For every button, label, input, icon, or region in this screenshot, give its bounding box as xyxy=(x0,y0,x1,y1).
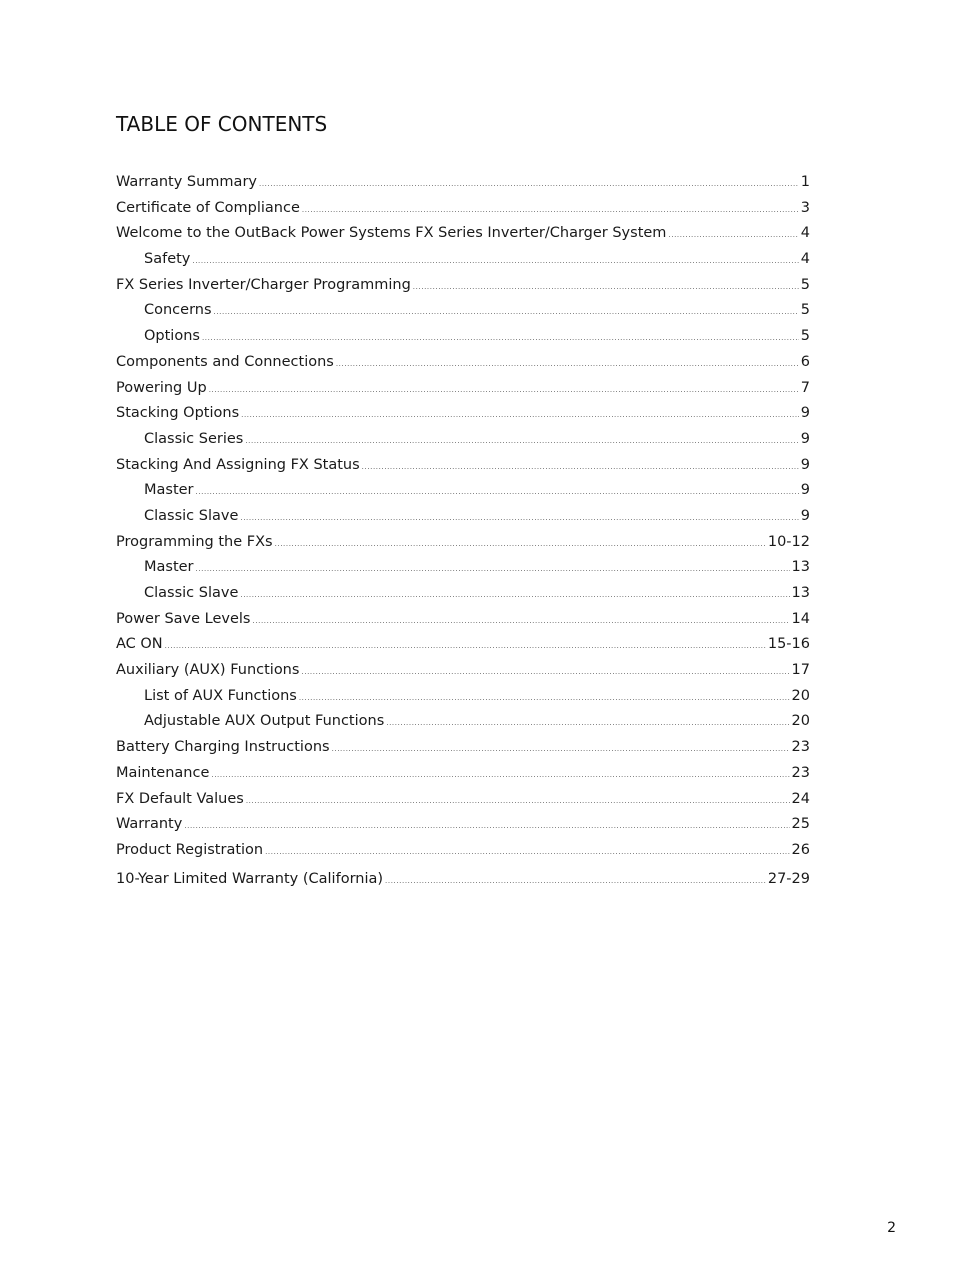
toc-entry-label: Concerns xyxy=(144,302,212,319)
toc-entry-page: 13 xyxy=(791,585,810,601)
toc-dot-leader xyxy=(252,609,789,635)
toc-entry[interactable] xyxy=(116,298,810,324)
toc-entry-label: List of AUX Functions xyxy=(144,687,297,704)
toc-entry-page: 23 xyxy=(791,764,810,781)
toc-dot-leader xyxy=(240,583,789,609)
toc-entry-label: Safety xyxy=(144,251,191,268)
toc-entry-label: Auxiliary (AUX) Functions xyxy=(116,662,300,679)
toc-dot-leader xyxy=(214,300,799,326)
toc-entry-page: 9 xyxy=(800,456,810,473)
toc-entry-page: 6 xyxy=(800,353,810,370)
toc-entry[interactable] xyxy=(116,401,810,427)
toc-dot-leader xyxy=(196,480,799,506)
toc-dot-leader xyxy=(275,532,766,558)
toc-entry-label: AC ON xyxy=(116,636,163,653)
toc-dot-leader xyxy=(241,403,799,429)
toc-dot-leader xyxy=(668,223,798,249)
toc-dot-leader xyxy=(259,172,799,198)
toc-entry[interactable] xyxy=(116,658,810,684)
toc-dot-leader xyxy=(165,634,766,660)
toc-entry-page: 17 xyxy=(791,662,810,679)
toc-entry-page: 23 xyxy=(791,739,810,756)
toc-dot-leader xyxy=(211,763,789,789)
toc-entry-label: Stacking Options xyxy=(116,405,240,422)
toc-entry-page: 9 xyxy=(800,430,810,447)
toc-entry-label: Certificate of Compliance xyxy=(116,199,300,216)
toc-dot-leader xyxy=(302,198,799,224)
toc-entry-page: 7 xyxy=(800,379,810,396)
toc-entry-label: Adjustable AUX Output Functions xyxy=(144,713,385,730)
toc-entry[interactable] xyxy=(116,581,810,607)
toc-entry-label: Warranty Summary xyxy=(116,174,257,190)
toc-entry-label: FX Series Inverter/Charger Programming xyxy=(116,276,411,293)
toc-dot-leader xyxy=(332,737,790,763)
toc-dot-leader xyxy=(240,506,798,532)
toc-entry-label: Classic Series xyxy=(144,430,244,447)
toc-entry-label: 10-Year Limited Warranty (California) xyxy=(116,870,384,887)
toc-entry[interactable] xyxy=(116,453,810,479)
toc-dot-leader xyxy=(385,869,766,895)
toc-entry-page: 1 xyxy=(800,174,810,190)
toc-entry[interactable] xyxy=(116,838,810,864)
toc-entry[interactable] xyxy=(116,247,810,273)
toc-entry-label: Stacking And Assigning FX Status xyxy=(116,456,360,473)
toc-entry[interactable] xyxy=(116,170,810,196)
toc-entry-label: Maintenance xyxy=(116,764,210,781)
toc-dot-leader xyxy=(246,789,790,815)
toc-entry-label: Welcome to the OutBack Power Systems FX Series Inverter/Charger System xyxy=(116,225,667,242)
toc-entry[interactable] xyxy=(116,761,810,787)
toc-entry[interactable] xyxy=(116,196,810,222)
toc-entry[interactable] xyxy=(116,221,810,247)
toc-entry-label: Classic Slave xyxy=(144,507,239,524)
toc-entry-page: 14 xyxy=(791,610,810,627)
toc-entry-page: 9 xyxy=(800,507,810,524)
page-number: 2 xyxy=(887,1220,896,1236)
toc-dot-leader xyxy=(413,275,799,301)
toc-dot-leader xyxy=(265,840,789,866)
toc-entry[interactable] xyxy=(116,709,810,735)
toc-entry[interactable] xyxy=(116,273,810,299)
toc-entry[interactable] xyxy=(116,478,810,504)
toc-entry[interactable] xyxy=(116,735,810,761)
toc-entry[interactable] xyxy=(116,530,810,556)
toc-entry-page: 4 xyxy=(800,251,810,268)
toc-entry[interactable] xyxy=(116,684,810,710)
toc-dot-leader xyxy=(209,378,799,404)
toc-entry-page: 20 xyxy=(791,687,810,704)
toc-entry-label: Warranty xyxy=(116,816,183,833)
toc-dot-leader xyxy=(386,711,789,737)
toc-dot-leader xyxy=(299,686,790,712)
toc-dot-leader xyxy=(362,455,799,481)
toc-dot-leader xyxy=(184,814,789,840)
toc-entry-page: 5 xyxy=(800,276,810,293)
toc-entry[interactable] xyxy=(116,812,810,838)
toc-entry-page: 20 xyxy=(791,713,810,730)
toc-entry-label: Power Save Levels xyxy=(116,610,251,627)
toc-entry[interactable] xyxy=(116,555,810,581)
toc-dot-leader xyxy=(301,660,789,686)
toc-entry-label: Options xyxy=(144,328,200,345)
toc-entry[interactable] xyxy=(116,607,810,633)
toc-entry-page: 13 xyxy=(791,559,810,576)
toc-dot-leader xyxy=(196,557,790,583)
toc-entry-label: Master xyxy=(144,482,194,499)
toc-entry-page: 4 xyxy=(800,225,810,242)
toc-entry-label: Battery Charging Instructions xyxy=(116,739,330,756)
toc-entry-label: Programming the FXs xyxy=(116,533,273,550)
toc-entry-page: 27-29 xyxy=(767,870,810,887)
toc-entry[interactable] xyxy=(116,376,810,402)
toc-entry[interactable] xyxy=(116,350,810,376)
toc-entry-label: FX Default Values xyxy=(116,790,244,807)
toc-entry[interactable] xyxy=(116,867,810,893)
toc-entry-page: 9 xyxy=(800,482,810,499)
toc-entry-page: 5 xyxy=(800,328,810,345)
toc-entry-page: 26 xyxy=(791,841,810,858)
toc-title: TABLE OF CONTENTS xyxy=(116,112,328,136)
toc-entry[interactable] xyxy=(116,504,810,530)
toc-entry-label: Powering Up xyxy=(116,379,207,396)
toc-entry-page: 9 xyxy=(800,405,810,422)
toc-dot-leader xyxy=(202,326,799,352)
toc-entry-label: Components and Connections xyxy=(116,353,334,370)
toc-list xyxy=(116,170,810,892)
toc-entry-page: 25 xyxy=(791,816,810,833)
toc-entry[interactable] xyxy=(116,632,810,658)
toc-entry[interactable] xyxy=(116,324,810,350)
toc-dot-leader xyxy=(336,352,799,378)
toc-entry-label: Classic Slave xyxy=(144,585,239,601)
toc-entry-page: 5 xyxy=(800,302,810,319)
toc-entry-page: 24 xyxy=(791,790,810,807)
toc-entry-page: 10-12 xyxy=(767,533,810,550)
toc-entry-page: 15-16 xyxy=(767,636,810,653)
toc-entry-label: Product Registration xyxy=(116,841,264,858)
toc-entry[interactable] xyxy=(116,427,810,453)
toc-entry-page: 3 xyxy=(800,199,810,216)
toc-entry[interactable] xyxy=(116,787,810,813)
toc-dot-leader xyxy=(245,429,798,455)
toc-entry-label: Master xyxy=(144,559,194,576)
toc-dot-leader xyxy=(192,249,798,275)
